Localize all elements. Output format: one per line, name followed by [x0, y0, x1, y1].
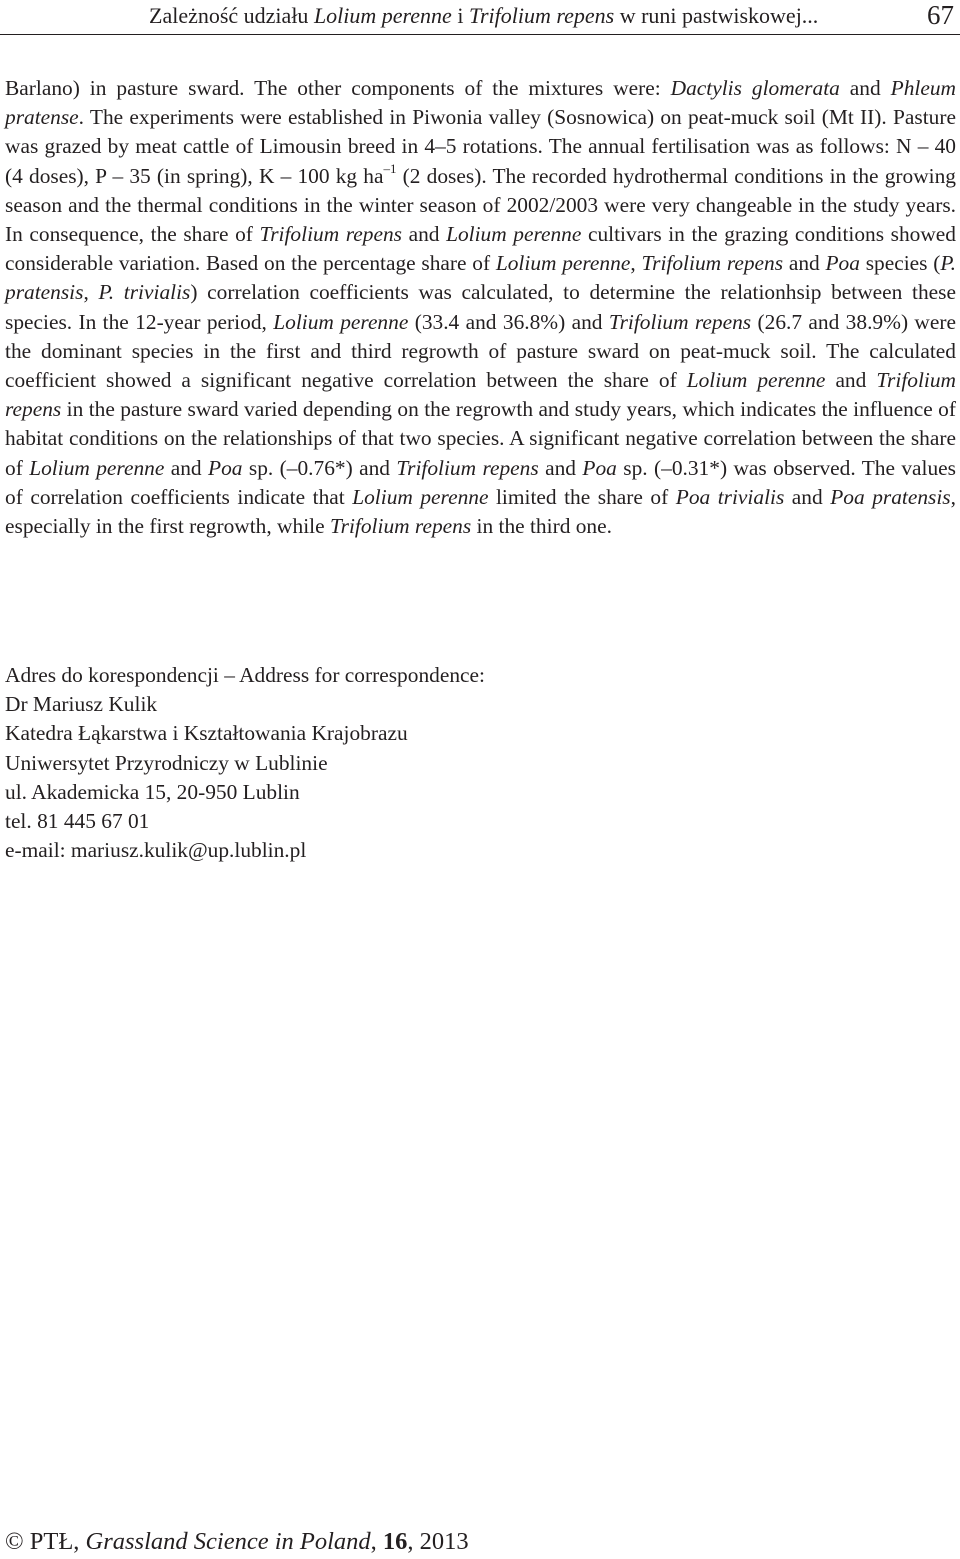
- street-address: ul. Akademicka 15, 20-950 Lublin: [5, 779, 300, 804]
- volume-number: 16: [382, 1528, 408, 1555]
- running-header: [0, 0, 960, 35]
- phone: tel. 81 445 67 01: [5, 809, 150, 834]
- department: Katedra Łąkarstwa i Kształtowania Krajobrazu: [5, 721, 408, 746]
- correspondence-address: [5, 661, 905, 865]
- superscript: –1: [383, 160, 397, 176]
- running-title: Zależność udziału Lolium perenne i Trifolium repens w runi pastwiskowej...: [149, 3, 819, 28]
- page-number: 67: [927, 0, 954, 30]
- journal-footer: © PTŁ, Grassland Science in Poland, 16, 2013: [5, 1528, 469, 1555]
- journal-title: Grassland Science in Poland: [85, 1528, 371, 1555]
- abstract-paragraph: Barlano) in pasture sward. The other components of the mixtures were: Dactylis glomerata and Phleum pratense. The experiments were established in Piwonia valley (Sosnowica) on peat-muck soil (Mt II). Pasture was grazed by meat cattle of Limousin breed in 4–5 rotations. The annual fertilisation was as follows: N – 40 (4 doses), P – 35 (in spring), K – 100 kg $ha^{-1}$ (2 doses). The recorded hydrothermal conditions in the growing season and the thermal conditions in the winter season of 2002/2003 were very changeable in the study years. In consequence, the share of Trifolium repens and Lolium perenne cultivars in the grazing conditions showed considerable variation. Based on the percentage share of Lolium perenne, Trifolium repens and Poa species (P. pratensis, P. trivialis) correlation coefficients was calculated, to determine the relationhsip between these species. In the 12-year period, Lolium perenne (33.4 and 36.8%) and Trifolium repens (26.7 and 38.9%) were the dominant species in the first and third regrowth of pasture sward on peat-muck soil. The calculated coefficient showed a significant negative correlation between the share of Lolium perenne and Trifolium repens in the pasture sward varied depending on the regrowth and study years, which indicates the influence of habitat conditions on the relationships of that two species. A significant negative correlation between the share of Lolium perenne and Poa sp. (–0.76*) and Trifolium repens and Poa sp. (–0.31*) was observed. The values of correlation coefficients indicate that Lolium perenne limited the share of Poa trivialis and Poa pratensis, especially in the first regrowth, while Trifolium repens in the third one.: [5, 76, 957, 539]
- author-name: Dr Mariusz Kulik: [5, 692, 158, 717]
- email: e-mail: mariusz.kulik@up.lublin.pl: [5, 838, 307, 863]
- address-heading: Adres do korespondencji – Address for correspondence:: [5, 663, 485, 687]
- species-name: Trifolium repens: [468, 3, 615, 28]
- university: Uniwersytet Przyrodniczy w Lublinie: [5, 750, 328, 775]
- species-name: Lolium perenne: [313, 3, 452, 28]
